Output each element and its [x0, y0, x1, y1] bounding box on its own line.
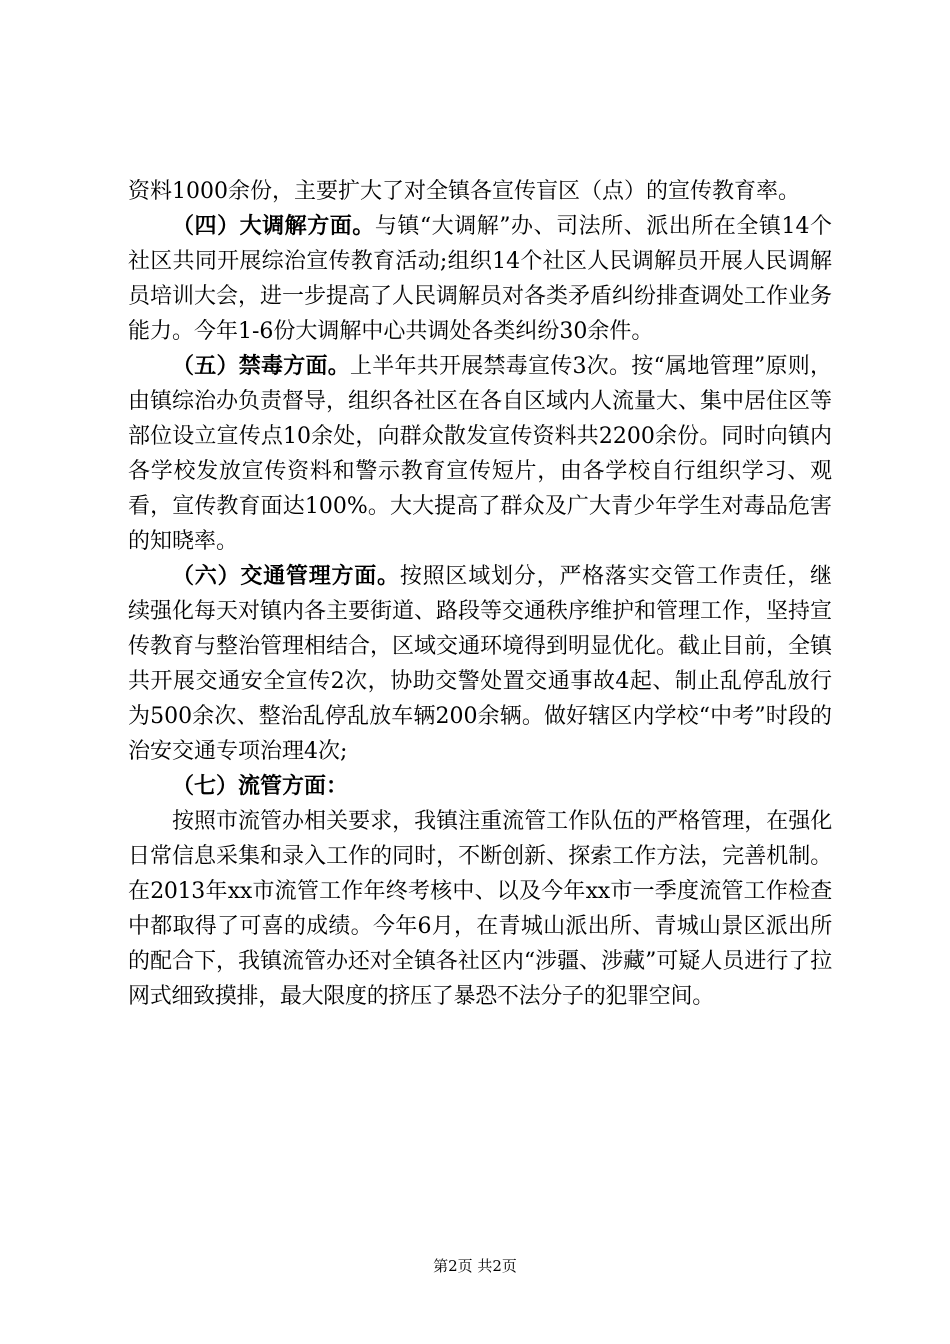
paragraph-floating-population	[128, 804, 832, 1014]
paragraph-text: 与镇“大调解”办、司法所、派出所在全镇14个社区共同开展综治宣传教育活动;组织14个社区人民调解员开展人民调解员培训大会，进一步提高了人民调解员对各类矛盾纠纷排查调处工作业务能力。今年1-6份大调解中心共调处各类纠纷30余件。	[128, 214, 833, 344]
page-footer	[0, 1256, 950, 1276]
paragraph-continuation	[128, 174, 832, 209]
section-heading: （七）流管方面：	[172, 774, 349, 799]
paragraph-text: 资料1000余份，主要扩大了对全镇各宣传盲区（点）的宣传教育率。	[128, 179, 800, 204]
paragraph-anti-drug	[128, 349, 832, 559]
paragraph-text: 按照市流管办相关要求，我镇注重流管工作队伍的严格管理，在强化日常信息采集和录入工作的同时，不断创新、探索工作方法，完善机制。在2013年xx市流管工作年终考核中、以及今年xx市一季度流管工作检查中都取得了可喜的成绩。今年6月，在青城山派出所、青城山景区派出所的配合下，我镇流管办还对全镇各社区内“涉疆、涉藏”可疑人员进行了拉网式细致摸排，最大限度的挤压了暴恐不法分子的犯罪空间。	[128, 809, 832, 1009]
paragraph-text: 上半年共开展禁毒宣传3次。按“属地管理”原则，由镇综治办负责督导，组织各社区在各自区域内人流量大、集中居住区等部位设立宣传点10余处，向群众散发宣传资料共2200余份。同时向镇内各学校发放宣传资料和警示教育宣传短片，由各学校自行组织学习、观看，宣传教育面达100%。大大提高了群众及广大青少年学生对毒品危害的知晓率。	[128, 354, 833, 554]
section-heading: （五）禁毒方面。	[172, 354, 350, 379]
section-heading: （六）交通管理方面。	[172, 564, 400, 589]
document-body	[128, 174, 832, 1014]
section-heading: （四）大调解方面。	[172, 214, 375, 239]
paragraph-floating-population-heading	[128, 769, 832, 804]
page-number: 第2页 共2页	[433, 1257, 517, 1275]
paragraph-traffic	[128, 559, 832, 769]
paragraph-text: 按照区域划分，严格落实交管工作责任，继续强化每天对镇内各主要街道、路段等交通秩序维护和管理工作，坚持宣传教育与整治管理相结合，区域交通环境得到明显优化。截止目前，全镇共开展交通安全宣传2次，协助交警处置交通事故4起、制止乱停乱放行为500余次、整治乱停乱放车辆200余辆。做好辖区内学校“中考”时段的治安交通专项治理4次;	[128, 564, 833, 764]
paragraph-mediation	[128, 209, 832, 349]
